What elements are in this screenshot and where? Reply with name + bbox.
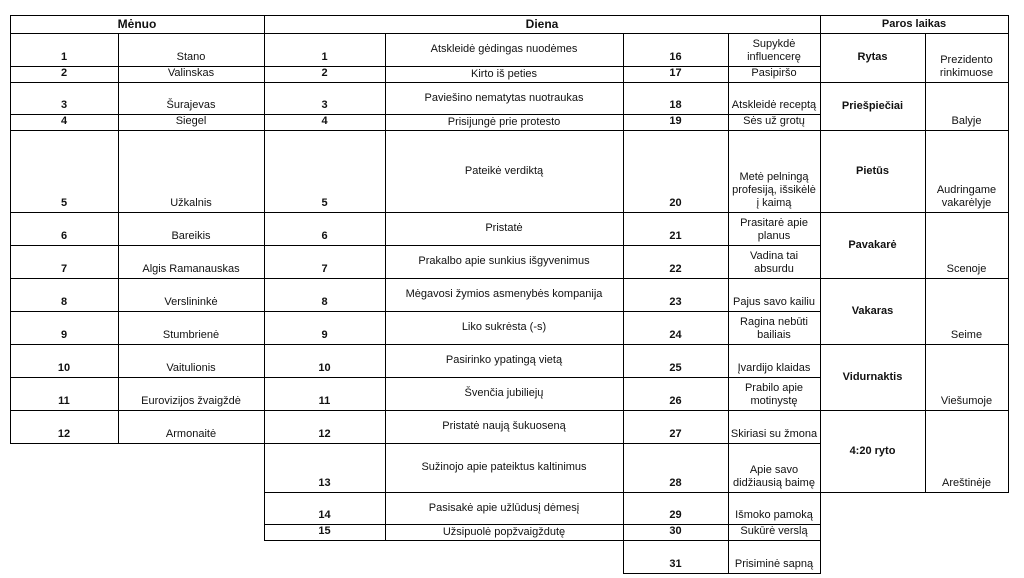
grid-line bbox=[925, 33, 926, 492]
grid-line bbox=[264, 82, 624, 83]
day-phrase: Išmoko pamoką bbox=[735, 509, 813, 521]
grid-line bbox=[264, 311, 624, 312]
time-of-day: Pavakarė bbox=[848, 238, 897, 251]
time-place: Viešumoje bbox=[940, 395, 993, 407]
day-phrase: Pasisakė apie užlūdusį dėmesį bbox=[428, 501, 580, 514]
grid-line bbox=[820, 410, 1009, 411]
grid-line bbox=[10, 130, 265, 131]
day-number: 13 bbox=[318, 477, 331, 489]
grid-line bbox=[820, 130, 1009, 131]
grid-line bbox=[10, 66, 265, 67]
day-number: 27 bbox=[669, 428, 682, 440]
header-time: Paros laikas bbox=[881, 17, 947, 30]
grid-line bbox=[10, 344, 265, 345]
grid-line bbox=[623, 245, 821, 246]
time-of-day: 4:20 ryto bbox=[849, 444, 896, 457]
day-number: 17 bbox=[669, 67, 682, 79]
grid-line bbox=[623, 377, 821, 378]
header-day: Diena bbox=[525, 16, 559, 31]
grid-line bbox=[623, 33, 624, 573]
grid-line bbox=[623, 130, 821, 131]
grid-line bbox=[623, 540, 821, 541]
day-number: 26 bbox=[669, 395, 682, 407]
time-of-day: Pietūs bbox=[855, 164, 889, 177]
day-number: 16 bbox=[669, 51, 682, 63]
day-phrase: Apie savo didžiausią baimę bbox=[733, 464, 815, 489]
grid-line bbox=[1008, 15, 1009, 492]
day-number: 9 bbox=[321, 329, 328, 341]
month-name: Stano bbox=[176, 51, 206, 63]
grid-line bbox=[264, 410, 624, 411]
day-phrase: Pasirinko ypatingą vietą bbox=[445, 354, 563, 366]
month-number: 3 bbox=[60, 99, 68, 111]
grid-line bbox=[10, 377, 265, 378]
month-number: 8 bbox=[60, 296, 68, 308]
month-number: 11 bbox=[58, 395, 70, 407]
time-place: Areštinėje bbox=[942, 477, 991, 489]
day-phrase: Atskleidė receptą bbox=[731, 99, 817, 111]
month-number: 2 bbox=[60, 67, 68, 79]
time-place: Prezidento rinkimuose bbox=[939, 54, 994, 79]
month-name: Verslininkė bbox=[164, 296, 218, 308]
month-number: 1 bbox=[60, 51, 68, 63]
grid-line bbox=[623, 311, 821, 312]
day-phrase: Vadina tai absurdu bbox=[749, 250, 799, 275]
time-of-day: Vidurnaktis bbox=[842, 370, 903, 383]
grid-line bbox=[820, 82, 1009, 83]
grid-line bbox=[10, 278, 265, 279]
grid-line bbox=[10, 15, 11, 443]
grid-line bbox=[385, 33, 386, 540]
grid-line bbox=[623, 573, 821, 574]
day-number: 29 bbox=[669, 509, 682, 521]
day-phrase: Švenčia jubiliejų bbox=[464, 387, 544, 399]
day-phrase: Supykdė influencerę bbox=[747, 38, 801, 63]
day-phrase: Pajus savo kailiu bbox=[733, 296, 815, 308]
day-number: 14 bbox=[318, 509, 331, 521]
month-name: Algis Ramanauskas bbox=[142, 263, 240, 275]
month-number: 7 bbox=[60, 263, 68, 275]
month-name: Stumbrienė bbox=[162, 329, 220, 341]
grid-line bbox=[623, 492, 821, 493]
month-number: 9 bbox=[60, 329, 68, 341]
grid-line bbox=[264, 278, 624, 279]
grid-line bbox=[623, 344, 821, 345]
day-number: 24 bbox=[669, 329, 682, 341]
day-number: 5 bbox=[321, 197, 328, 209]
day-phrase: Liko sukrėsta (-s) bbox=[461, 321, 547, 333]
day-number: 30 bbox=[669, 525, 682, 537]
grid-line bbox=[10, 245, 265, 246]
month-number: 10 bbox=[57, 362, 71, 374]
day-phrase: Sės už grotų bbox=[743, 115, 805, 127]
grid-line bbox=[623, 66, 821, 67]
month-name: Valinskas bbox=[167, 67, 215, 79]
day-phrase: Prabilo apie motinystę bbox=[744, 382, 804, 407]
day-phrase: Mėgavosi žymios asmenybės kompanija bbox=[405, 288, 603, 300]
month-number: 6 bbox=[60, 230, 68, 242]
day-phrase: Prisiminė sapną bbox=[734, 558, 814, 570]
month-name: Vaitulionis bbox=[166, 362, 216, 374]
grid-line bbox=[264, 344, 624, 345]
day-phrase: Pristatė naują šukuoseną bbox=[442, 420, 566, 432]
grid-line bbox=[623, 524, 821, 525]
day-number: 20 bbox=[669, 197, 682, 209]
day-number: 19 bbox=[669, 115, 682, 127]
day-number: 21 bbox=[669, 230, 682, 242]
month-number: 12 bbox=[57, 428, 71, 440]
time-of-day: Rytas bbox=[857, 51, 888, 63]
day-number: 2 bbox=[321, 67, 328, 79]
grid-line bbox=[623, 82, 821, 83]
day-number: 22 bbox=[669, 263, 682, 275]
grid-line bbox=[10, 443, 265, 444]
grid-line bbox=[10, 410, 265, 411]
day-phrase: Atskleidė gėdingas nuodėmes bbox=[430, 43, 578, 55]
day-number: 25 bbox=[669, 362, 682, 374]
grid-line bbox=[264, 492, 624, 493]
time-place: Scenoje bbox=[946, 263, 987, 275]
day-number: 11 bbox=[318, 395, 331, 407]
grid-line bbox=[10, 15, 1009, 16]
day-number: 10 bbox=[318, 362, 331, 374]
grid-line bbox=[264, 377, 624, 378]
day-phrase: Prisijungė prie protesto bbox=[447, 115, 561, 128]
grid-line bbox=[264, 15, 265, 540]
month-number: 5 bbox=[60, 197, 68, 209]
grid-line bbox=[728, 33, 729, 573]
day-phrase: Sužinojo apie pateiktus kaltinimus bbox=[421, 461, 587, 473]
day-phrase: Ragina nebūti bailiais bbox=[740, 316, 808, 341]
day-phrase: Pristatė bbox=[485, 222, 523, 234]
day-phrase: Paviešino nematytas nuotraukas bbox=[424, 91, 584, 104]
time-place: Balyje bbox=[951, 115, 982, 127]
grid-line bbox=[10, 212, 265, 213]
grid-line bbox=[264, 245, 624, 246]
month-name: Siegel bbox=[175, 115, 207, 127]
month-number: 4 bbox=[60, 115, 68, 127]
grid-line bbox=[623, 114, 821, 115]
grid-line bbox=[264, 443, 624, 444]
time-place: Seime bbox=[950, 329, 983, 341]
grid-line bbox=[820, 278, 1009, 279]
day-number: 18 bbox=[669, 99, 682, 111]
day-phrase: Sukūrė verslą bbox=[740, 525, 808, 537]
grid-line bbox=[820, 212, 1009, 213]
day-phrase: Kirto iš peties bbox=[470, 67, 538, 80]
day-number: 31 bbox=[669, 558, 682, 570]
grid-line bbox=[264, 114, 624, 115]
day-number: 8 bbox=[321, 296, 328, 308]
grid-line bbox=[10, 114, 265, 115]
grid-line bbox=[264, 66, 624, 67]
day-phrase: Metė pelningą profesiją, išsikėlė į kaimą bbox=[732, 171, 816, 209]
month-name: Šurajevas bbox=[166, 99, 216, 111]
day-number: 28 bbox=[669, 477, 682, 489]
grid-line bbox=[10, 311, 265, 312]
grid-line bbox=[264, 524, 624, 525]
grid-line bbox=[623, 443, 821, 444]
grid-line bbox=[623, 278, 821, 279]
grid-line bbox=[623, 410, 821, 411]
grid-line bbox=[118, 33, 119, 443]
grid-line bbox=[623, 212, 821, 213]
grid-line bbox=[820, 344, 1009, 345]
month-name: Eurovizijos žvaigždė bbox=[141, 395, 241, 407]
time-of-day: Vakaras bbox=[851, 304, 894, 317]
day-number: 3 bbox=[321, 99, 328, 111]
time-of-day: Priešpiečiai bbox=[841, 99, 904, 112]
day-phrase: Užsipuolė popžvaigždutę bbox=[442, 525, 566, 538]
day-phrase: Pasipiršo bbox=[751, 67, 797, 79]
day-number: 1 bbox=[321, 51, 328, 63]
day-number: 15 bbox=[318, 525, 331, 537]
day-phrase: Įvardijo klaidas bbox=[737, 362, 811, 374]
day-number: 23 bbox=[669, 296, 682, 308]
grid-line bbox=[10, 82, 265, 83]
month-name: Armonaitė bbox=[165, 428, 217, 440]
day-phrase: Prakalbo apie sunkius išgyvenimus bbox=[418, 255, 590, 267]
day-phrase: Skiriasi su žmona bbox=[730, 428, 818, 440]
grid-line bbox=[10, 33, 1009, 34]
header-month: Mėnuo bbox=[117, 16, 157, 31]
time-place: Audringame vakarėlyje bbox=[936, 184, 997, 209]
month-name: Bareikis bbox=[171, 230, 211, 242]
day-phrase: Prasitarė apie planus bbox=[740, 217, 808, 242]
month-name: Užkalnis bbox=[170, 197, 212, 209]
grid-line bbox=[820, 492, 1009, 493]
day-number: 4 bbox=[321, 115, 328, 127]
grid-line bbox=[264, 540, 624, 541]
grid-line bbox=[264, 212, 624, 213]
day-number: 7 bbox=[321, 263, 328, 275]
grid-line bbox=[820, 15, 821, 573]
day-phrase: Pateikė verdiktą bbox=[464, 164, 544, 177]
grid-line bbox=[264, 130, 624, 131]
day-number: 12 bbox=[318, 428, 331, 440]
day-number: 6 bbox=[321, 230, 328, 242]
